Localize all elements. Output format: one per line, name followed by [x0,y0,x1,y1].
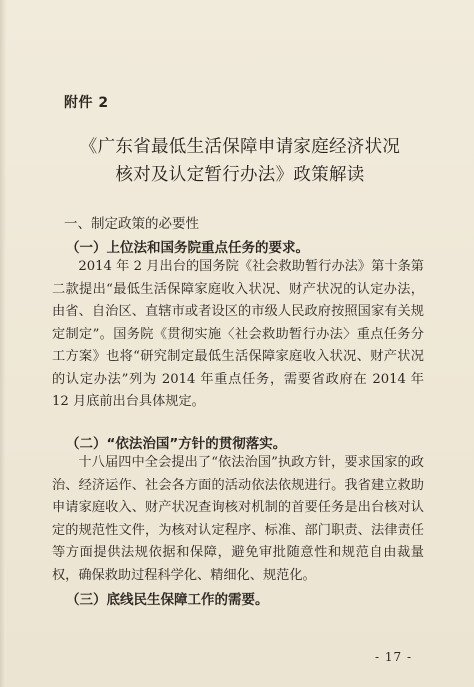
paragraph-2: 十八届四中全会提出了“依法治国”执政方针，要求国家的政治、经济运作、社会各方面的活动依法依规进行。我省建立救助申请家庭收入、财产状况查询核对机制的首要任务是出台核对认定的规范性文件，为核对认定程序、标准、部门职责、法律责任等方面提供法规依据和保障，避免审批随意性和规范自由裁量权，确保救助过程科学化、精细化、规范化。 [52,455,424,583]
page-edge-shadow [0,0,6,687]
attachment-label: 附件 2 [64,95,109,111]
document-title-line-1: 《广东省最低生活保障申请家庭经济状况 [79,137,401,157]
section-heading-1: 一、制定政策的必要性 [64,216,199,232]
subsection-heading-2: （二）“依法治国”方针的贯彻落实。 [66,436,287,452]
paragraph-1: 2014 年 2 月出台的国务院《社会救助暂行办法》第十条第二款提出“最低生活保障家庭收入状况、财产状况的认定办法，由省、自治区、直辖市或者设区的市级人民政府按照国家有关规定制定”。国务院《贯彻实施〈社会救助暂行办法〉重点任务分工方案》也将“研究制定最低生活保障家庭收入状况、财产状况的认定办法”列为 2014 年重点任务，需要省政府在 2014 年 12 月底前出台具体规定。 [52,259,424,409]
subsection-heading-3: （三）底线民生保障工作的需要。 [66,592,269,608]
subsection-heading-1: （一）上位法和国务院重点任务的要求。 [66,240,309,256]
page-number: - 17 - [374,650,412,664]
document-title-line-2: 核对及认定暂行办法》政策解读 [115,165,365,185]
